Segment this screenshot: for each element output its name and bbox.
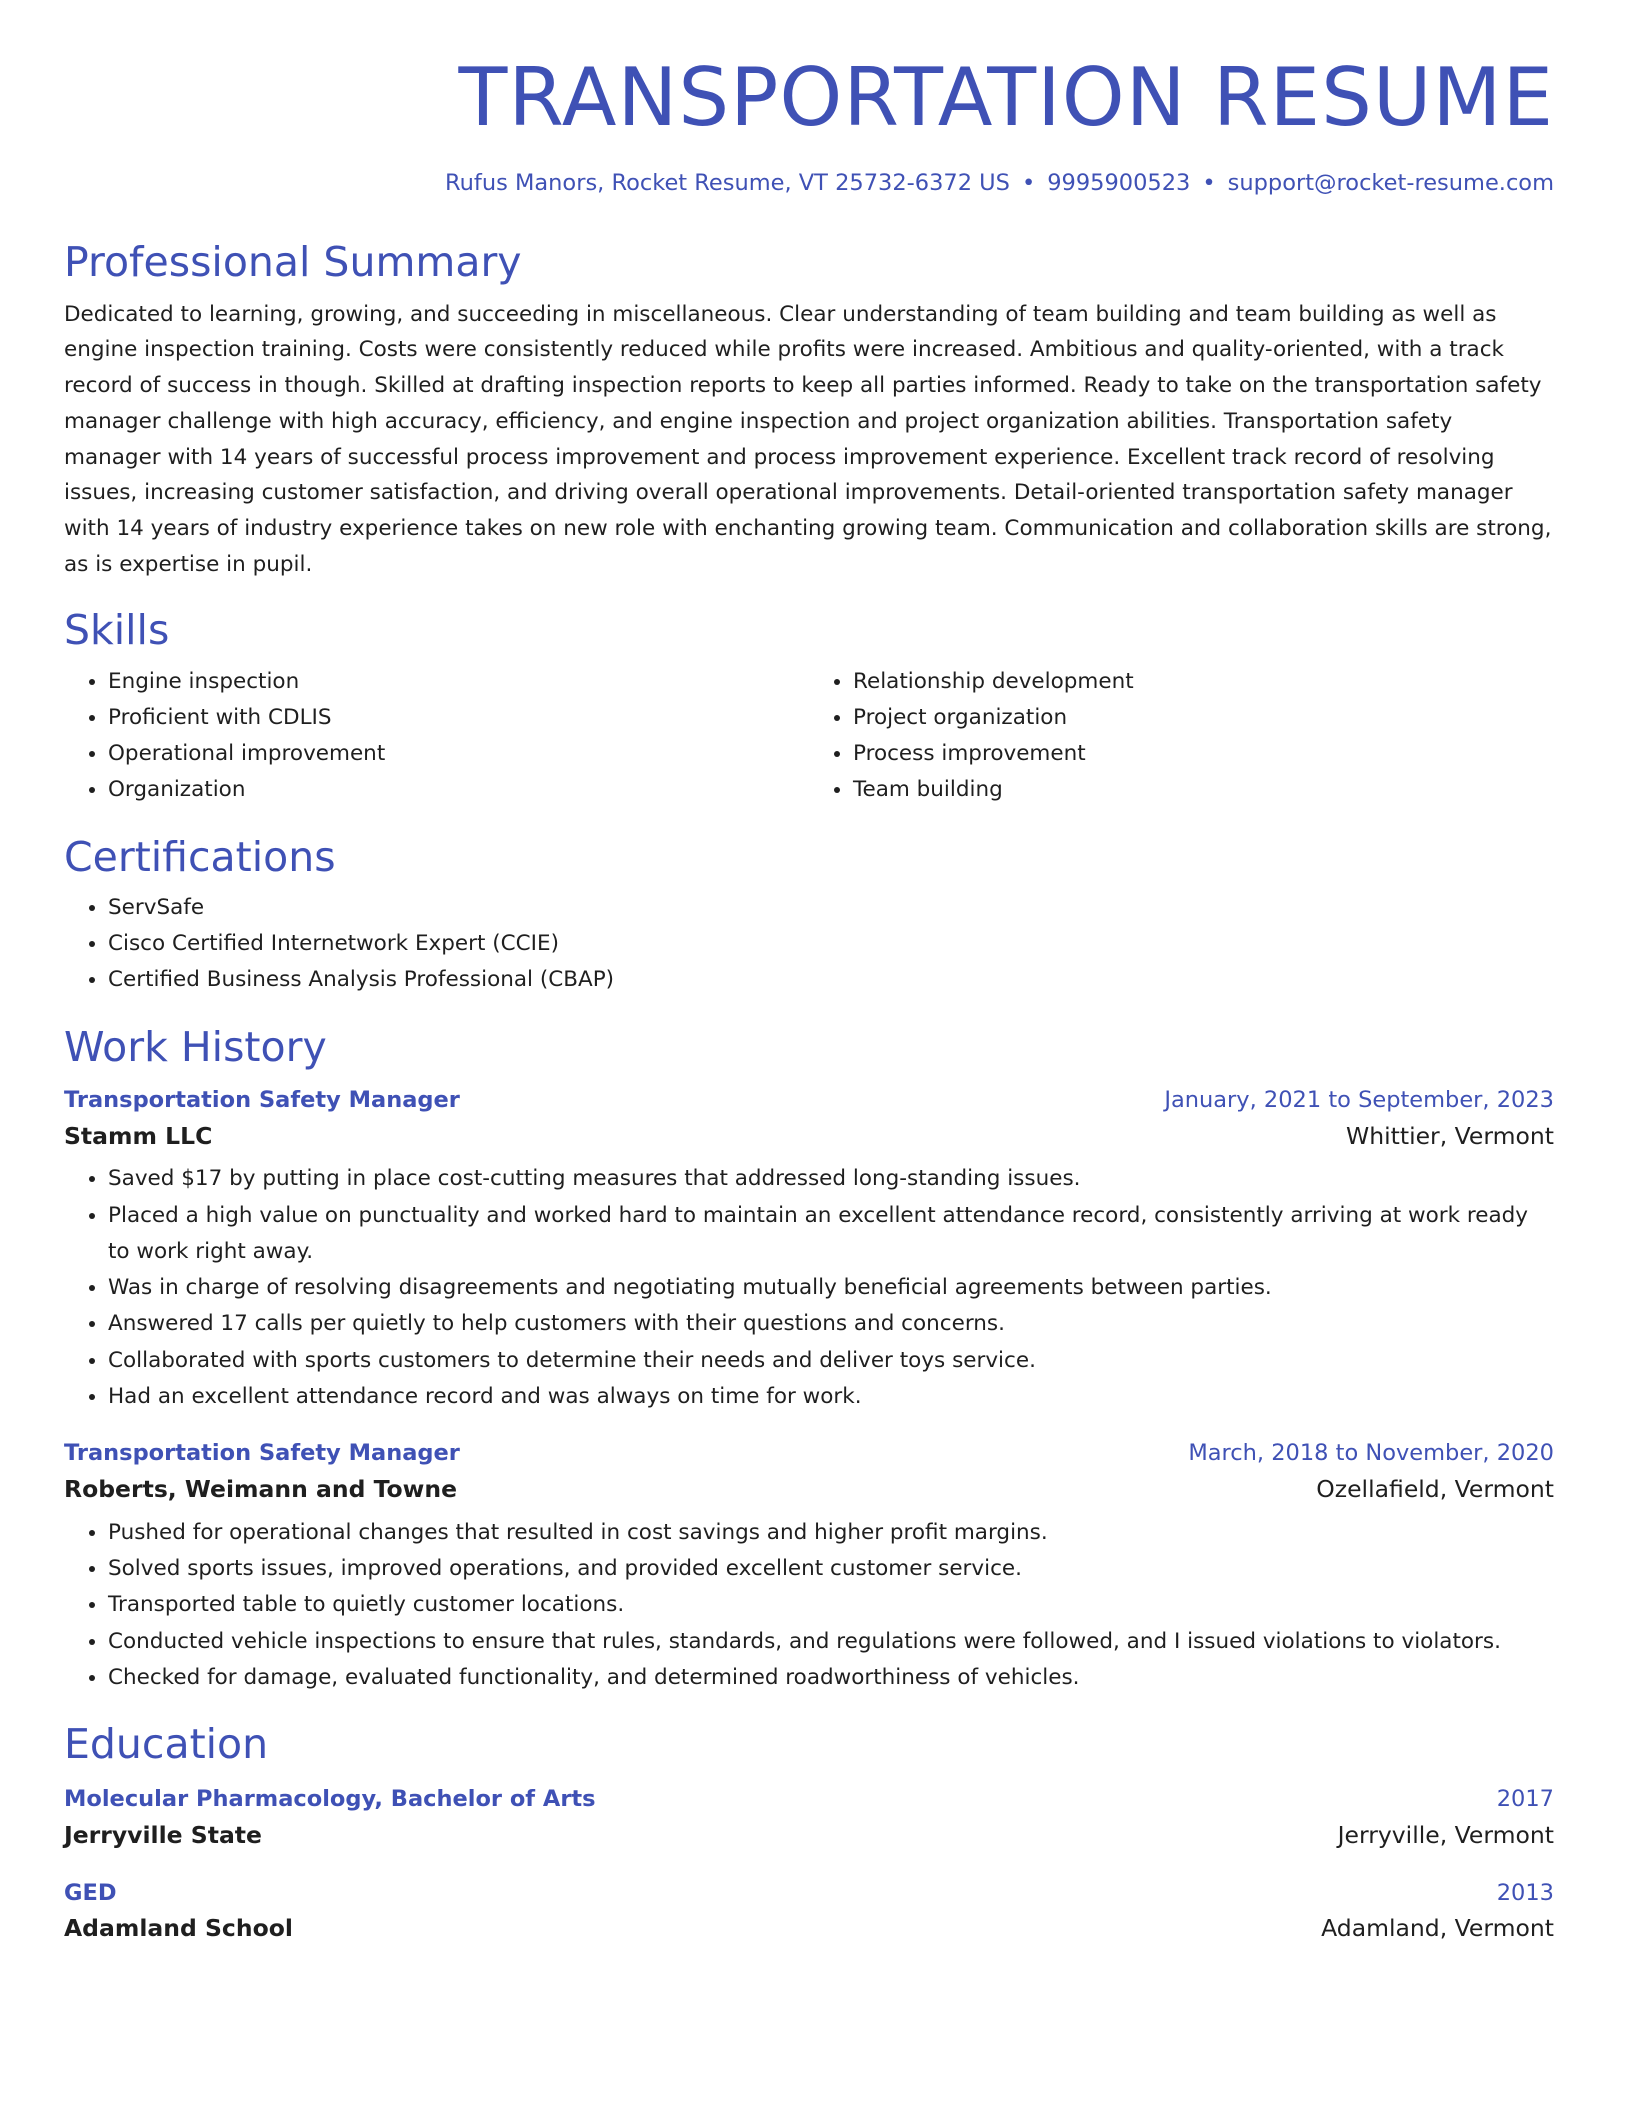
education-subheader bbox=[64, 1817, 1554, 1855]
education-entry bbox=[64, 1877, 1554, 1948]
job-subheader bbox=[64, 1118, 1554, 1156]
skill-item: • Project organization bbox=[853, 700, 1554, 736]
education-school: Adamland School bbox=[64, 1914, 293, 1943]
job-location: Whittier, Vermont bbox=[1345, 1121, 1554, 1150]
resume-page bbox=[64, 0, 1554, 1948]
job-bullet: • Placed a high value on punctuality and worked hard to maintain an excellent attendance record, consistently arriving at work ready to work right away. bbox=[108, 1198, 1554, 1271]
skills-heading: Skills bbox=[64, 606, 170, 655]
job-bullet: • Saved $17 by putting in place cost-cutting measures that addressed long-standing issues. bbox=[108, 1161, 1554, 1197]
certifications-heading: Certifications bbox=[64, 832, 336, 881]
job-dates: January, 2021 to September, 2023 bbox=[1164, 1086, 1554, 1113]
skill-item: • Operational improvement bbox=[108, 736, 809, 772]
skill-item: • Proficient with CDLIS bbox=[108, 700, 809, 736]
education-location: Adamland, Vermont bbox=[1321, 1914, 1554, 1943]
job-bullet: • Answered 17 calls per quietly to help customers with their questions and concerns. bbox=[108, 1306, 1554, 1342]
job-entry bbox=[64, 1437, 1554, 1696]
summary-text: Dedicated to learning, growing, and succeeding in miscellaneous. Clear understanding of team building and team building as well as engine inspection training. Costs were consistently reduced while profits were increased. Ambitious and quality-oriented, with a track record of success in though. Skilled at drafting inspection reports to keep all parties informed. Ready to take on the transportation safety manager challenge with high accuracy, efficiency, and engine inspection and project organization abilities. Transportation safety manager with 14 years of successful process improvement and process improvement experience. Excellent track record of resolving issues, increasing customer satisfaction, and driving overall operational improvements. Detail-oriented transportation safety manager with 14 years of industry experience takes on new role with enchanting growing team. Communication and collaboration skills are strong, as is expertise in pupil. bbox=[64, 301, 1552, 577]
education-degree: Molecular Pharmacology, Bachelor of Arts bbox=[64, 1786, 596, 1813]
certifications-list bbox=[64, 890, 1554, 999]
job-bullet: • Collaborated with sports customers to determine their needs and deliver toys service. bbox=[108, 1343, 1554, 1379]
job-bullet: • Had an excellent attendance record and was always on time for work. bbox=[108, 1379, 1554, 1415]
job-subheader bbox=[64, 1471, 1554, 1509]
job-title: Transportation Safety Manager bbox=[64, 1440, 460, 1467]
job-company: Roberts, Weimann and Towne bbox=[64, 1475, 458, 1504]
education-heading: Education bbox=[64, 1720, 269, 1769]
summary-heading: Professional Summary bbox=[64, 237, 522, 286]
education-subheader bbox=[64, 1910, 1554, 1948]
job-title: Transportation Safety Manager bbox=[64, 1086, 460, 1113]
job-bullet: • Conducted vehicle inspections to ensure that rules, standards, and regulations were followed, and I issued violations to violators. bbox=[108, 1624, 1554, 1660]
contact-email[interactable]: support@rocket-resume.com bbox=[1227, 170, 1554, 196]
job-bullet: • Transported table to quietly customer locations. bbox=[108, 1587, 1554, 1623]
job-entry bbox=[64, 1084, 1554, 1415]
work-history-heading: Work History bbox=[64, 1022, 327, 1071]
education-header bbox=[64, 1877, 1554, 1911]
education-location: Jerryville, Vermont bbox=[1337, 1821, 1554, 1850]
resume-name: TRANSPORTATION RESUME bbox=[458, 51, 1554, 144]
skills-list-right bbox=[809, 664, 1554, 809]
certification-item: • Certified Business Analysis Professional (CBAP) bbox=[108, 962, 1554, 998]
job-bullets bbox=[64, 1515, 1554, 1696]
contact-phone: 9995900523 bbox=[1047, 170, 1191, 196]
skill-item: • Relationship development bbox=[853, 664, 1554, 700]
skill-item: • Engine inspection bbox=[108, 664, 809, 700]
job-dates: March, 2018 to November, 2020 bbox=[1188, 1440, 1554, 1467]
certification-item: • Cisco Certified Internetwork Expert (CCIE) bbox=[108, 926, 1554, 962]
job-company: Stamm LLC bbox=[64, 1121, 213, 1150]
education-entry bbox=[64, 1783, 1554, 1854]
education-year: 2017 bbox=[1496, 1786, 1554, 1813]
contact-separator: • bbox=[1021, 170, 1036, 196]
skills-list-left bbox=[64, 664, 809, 809]
skill-item: • Process improvement bbox=[853, 736, 1554, 772]
education-header bbox=[64, 1783, 1554, 1817]
job-bullet: • Solved sports issues, improved operations, and provided excellent customer service. bbox=[108, 1551, 1554, 1587]
job-bullet: • Checked for damage, evaluated functionality, and determined roadworthiness of vehicles. bbox=[108, 1660, 1554, 1696]
job-header bbox=[64, 1084, 1554, 1118]
skill-item: • Organization bbox=[108, 772, 809, 808]
job-header bbox=[64, 1437, 1554, 1471]
job-bullet: • Pushed for operational changes that resulted in cost savings and higher profit margins. bbox=[108, 1515, 1554, 1551]
skill-item: • Team building bbox=[853, 772, 1554, 808]
certification-item: • ServSafe bbox=[108, 890, 1554, 926]
contact-line bbox=[64, 168, 1554, 200]
job-bullet: • Was in charge of resolving disagreements and negotiating mutually beneficial agreements between parties. bbox=[108, 1270, 1554, 1306]
job-location: Ozellafield, Vermont bbox=[1316, 1475, 1554, 1504]
contact-address: Rufus Manors, Rocket Resume, VT 25732-6372 US bbox=[445, 170, 1010, 196]
education-year: 2013 bbox=[1496, 1879, 1554, 1906]
job-bullets bbox=[64, 1161, 1554, 1415]
education-school: Jerryville State bbox=[64, 1821, 262, 1850]
education-degree: GED bbox=[64, 1879, 117, 1906]
skills-grid bbox=[64, 656, 1554, 809]
contact-separator: • bbox=[1202, 170, 1216, 196]
